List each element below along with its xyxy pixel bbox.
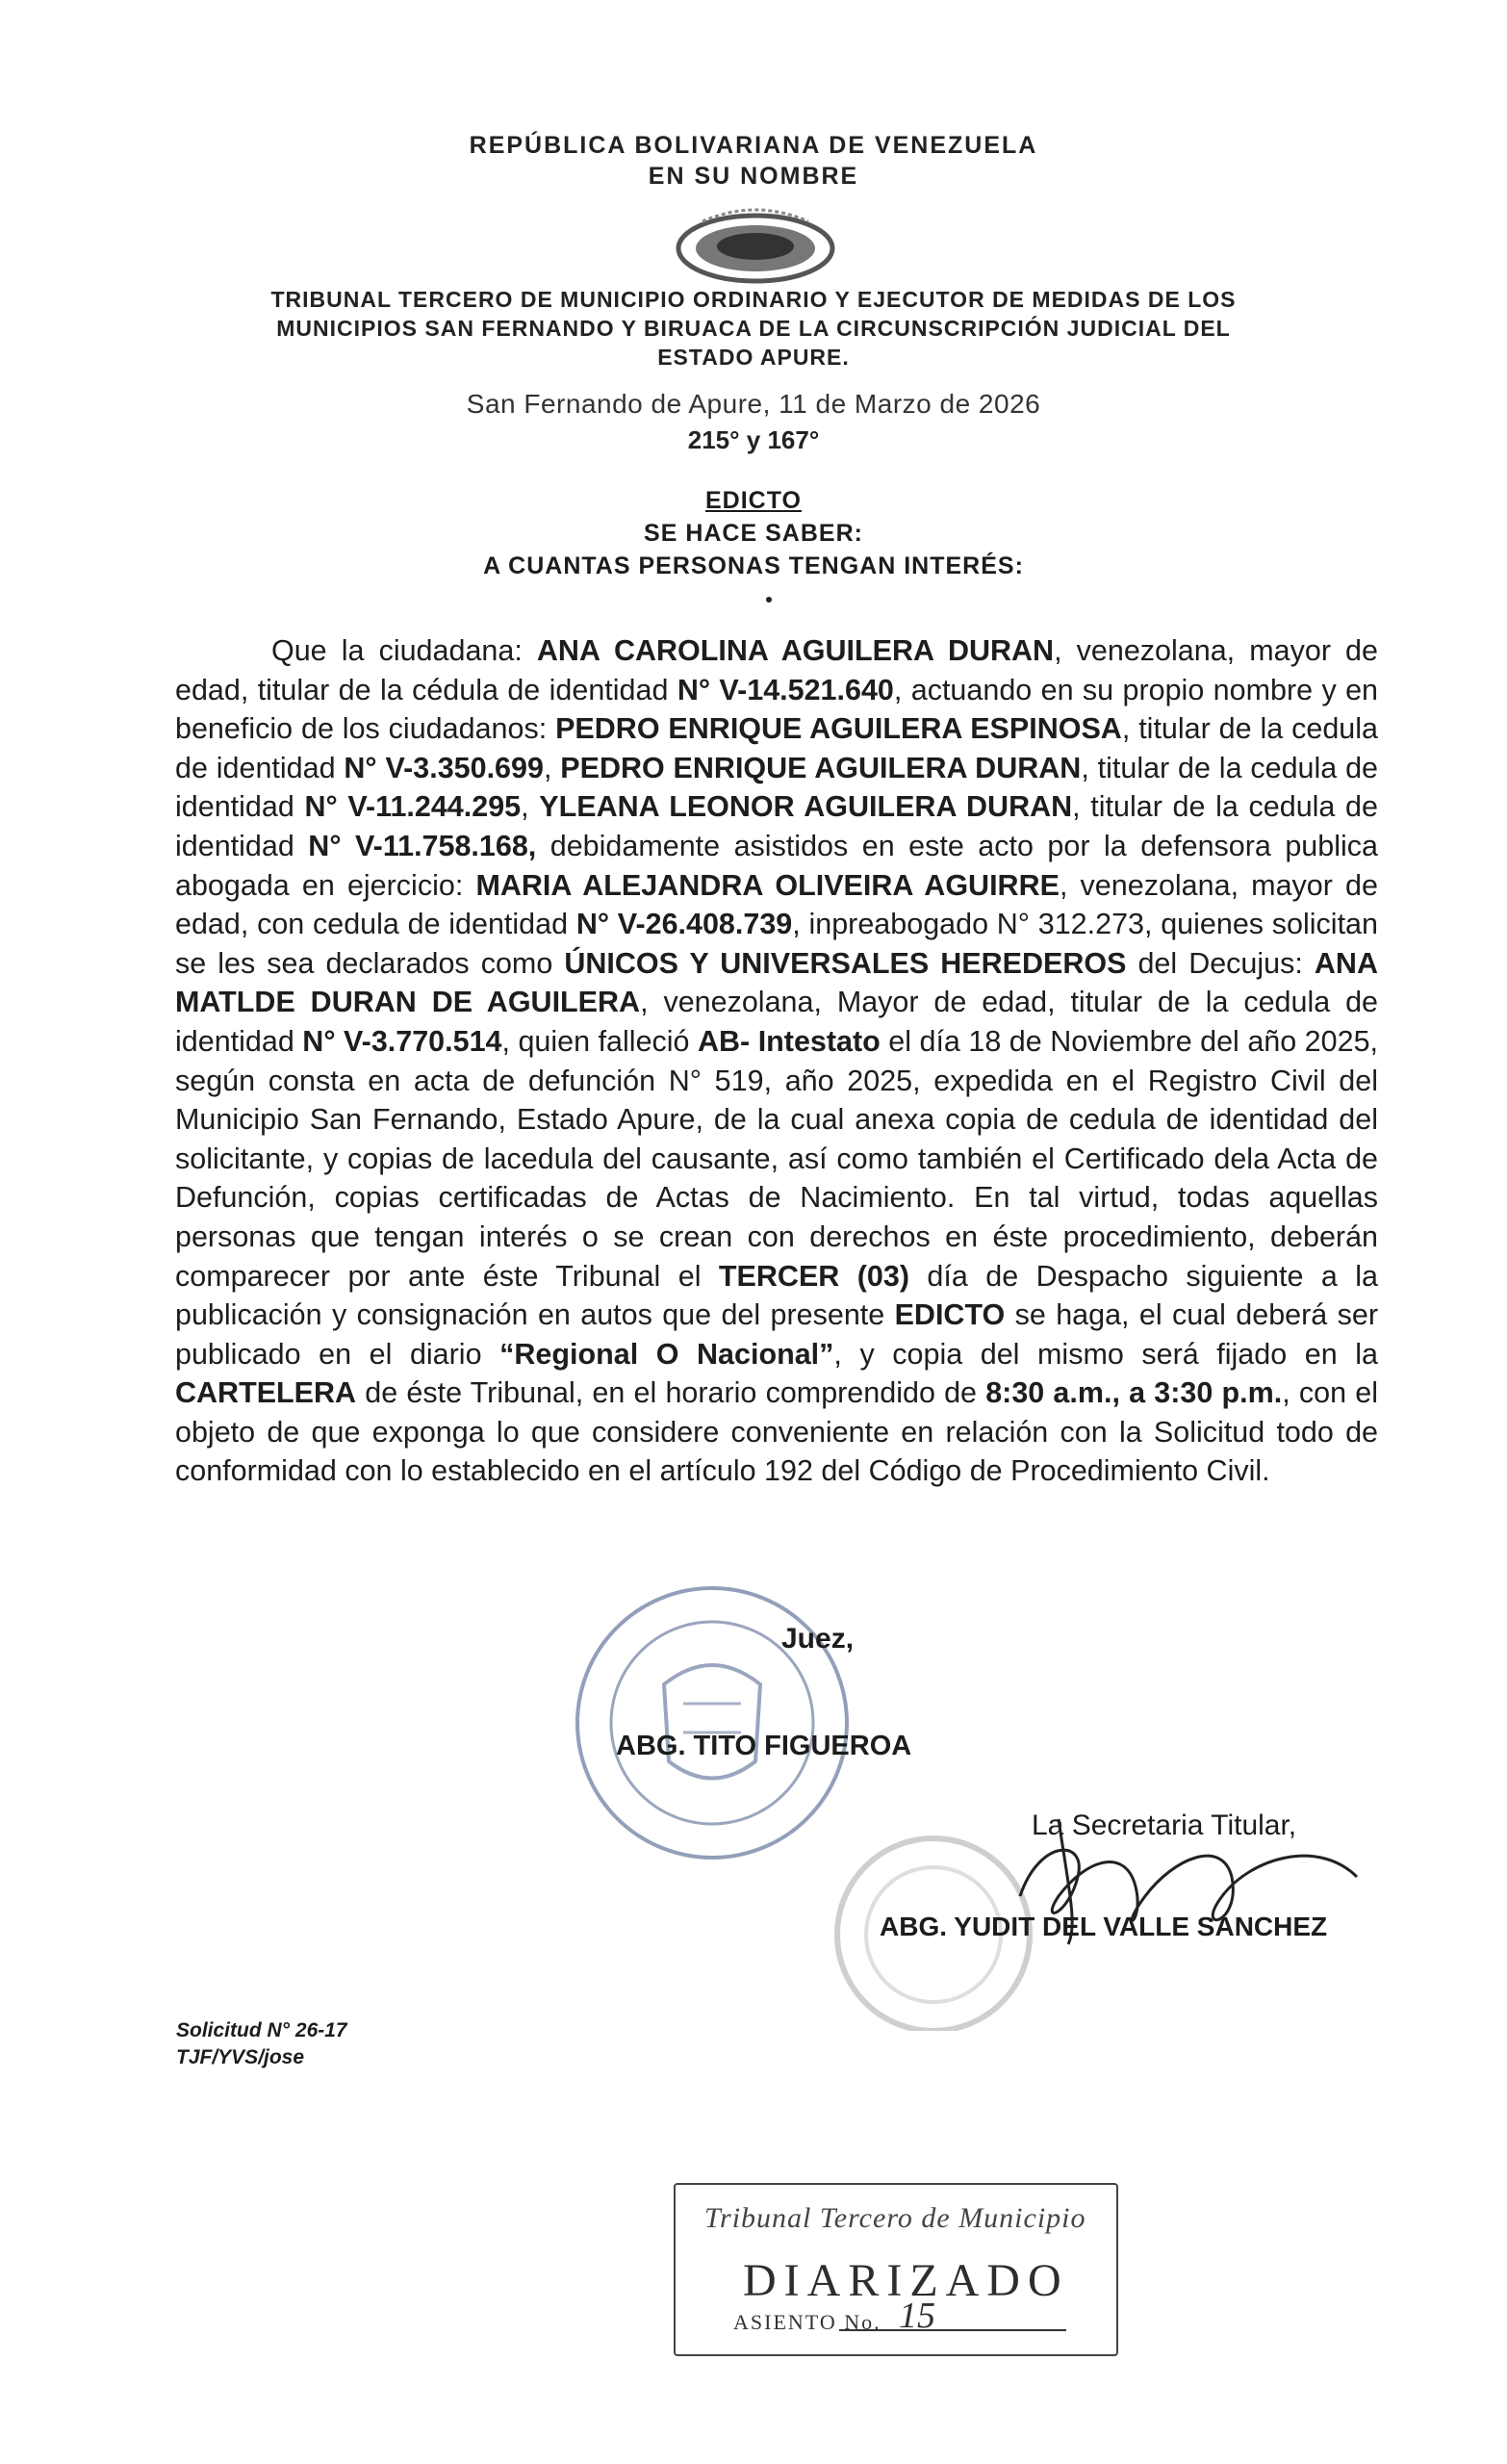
- solicitud-number: Solicitud N° 26-17: [176, 2019, 347, 2041]
- beneficiary-id-3: N° V-11.758.168,: [308, 829, 537, 862]
- court-heading: [173, 285, 1334, 372]
- stamp-diarizado: DIARIZADO: [743, 2255, 1069, 2306]
- stamp-number: 15: [899, 2296, 935, 2336]
- edict-body-paragraph: Que la ciudadana: ANA CAROLINA AGUILERA DURAN, venezolana, mayor de edad, titular de la cédula de identidad N° V-14.521.640, actuando en su propio nombre y en beneficio de los ciudadanos: PEDRO ENRIQUE AGUILERA ESPINOSA, titular de la cedula de identidad N° V-3.350.699, PEDRO ENRIQUE AGUILERA DURAN, titular de la cedula de identidad N° V-11.244.295, YLEANA LEONOR AGUILERA DURAN, titular de la cedula de identidad N° V-11.758.168, debidamente asistidos en este acto por la defensora publica abogada en ejercicio: MARIA ALEJANDRA OLIVEIRA AGUIRRE, venezolana, mayor de edad, con cedula de identidad N° V-26.408.739, inpreabogado N° 312.273, quienes solicitan se les sea declarados como ÚNICOS Y UNIVERSALES HEREDEROS del Decujus: ANA MATLDE DURAN DE AGUILERA, venezolana, Mayor de edad, titular de la cedula de identidad N° V-3.770.514, quien falleció AB- Intestato el día 18 de Noviembre del año 2025, según consta en acta de defunción N° 519, año 2025, expedida en el Registro Civil del Municipio San Fernando, Estado Apure, de la cual anexa copia de cedula de identidad del solicitante, y copias de lacedula del causante, así como también el Certificado dela Acta de Defunción, copias certificadas de Actas de Nacimiento. En tal virtud, todas aquellas personas que tengan interés o se crean con derechos en éste procedimiento, deberán comparecer por ante éste Tribunal el TERCER (03) día de Despacho siguiente a la publicación y consignación en autos que del presente EDICTO se haga, el cual deberá ser publicado en el diario “Regional O Nacional”, y copia del mismo será fijado en la CARTELERA de éste Tribunal, en el horario comprendido de 8:30 a.m., a 3:30 p.m., con el objeto de que exponga lo que considere conveniente en relación con la Solicitud todo de conformidad con lo establecido en el artículo 192 del Código de Procedimiento Civil.: [175, 634, 1379, 1488]
- office-hours: 8:30 a.m., a 3:30 p.m.: [985, 1376, 1283, 1410]
- stamp-court-line: Tribunal Tercero de Municipio: [704, 2202, 1086, 2234]
- diarizado-stamp: [674, 2183, 1118, 2356]
- court-line-2: MUNICIPIOS SAN FERNANDO Y BIRUACA DE LA CIRCUNSCRIPCIÓN JUDICIAL DEL: [276, 316, 1231, 341]
- stamp-underline: [839, 2329, 1066, 2331]
- republic-line: REPÚBLICA BOLIVARIANA DE VENEZUELA: [469, 132, 1038, 159]
- attorney-name: MARIA ALEJANDRA OLIVEIRA AGUIRRE: [475, 868, 1060, 902]
- a-cuantas-heading: A CUANTAS PERSONAS TENGAN INTERÉS:: [483, 552, 1024, 579]
- intestate-label: AB- Intestato: [698, 1024, 881, 1058]
- court-line-3: ESTADO APURE.: [657, 345, 850, 370]
- newspaper-name: “Regional O Nacional”: [499, 1337, 834, 1371]
- applicant-id: N° V-14.521.640: [677, 673, 894, 706]
- decedent-name: ANA MATLDE DURAN DE AGUILERA: [175, 946, 1378, 1019]
- years-line: 215° y 167°: [687, 425, 820, 454]
- court-round-seal: [539, 1578, 885, 1867]
- hace-saber-heading: SE HACE SABER:: [644, 520, 863, 547]
- court-line-1: TRIBUNAL TERCERO DE MUNICIPIO ORDINARIO Y EJECUTOR DE MEDIDAS DE LOS: [270, 287, 1237, 312]
- stamp-asiento-label: ASIENTO No.: [733, 2310, 881, 2334]
- secretary-label: La Secretaria Titular,: [1032, 1810, 1297, 1841]
- bullet-dot: [766, 597, 772, 603]
- beneficiary-id-2: N° V-11.244.295: [304, 790, 522, 824]
- secretary-name: ABG. YUDIT DEL VALLE SANCHEZ: [880, 1912, 1328, 1941]
- date-line: San Fernando de Apure, 11 de Marzo de 2026: [466, 389, 1041, 419]
- decedent-id: N° V-3.770.514: [302, 1024, 502, 1058]
- judge-name: ABG. TITO FIGUEROA: [616, 1731, 912, 1761]
- cartelera-word: CARTELERA: [175, 1376, 357, 1410]
- initials: TJF/YVS/jose: [176, 2046, 305, 2068]
- beneficiary-name-1: PEDRO ENRIQUE AGUILERA ESPINOSA: [555, 712, 1122, 746]
- attorney-id: N° V-26.408.739: [575, 908, 793, 941]
- beneficiary-id-1: N° V-3.350.699: [344, 751, 544, 784]
- edicto-title: EDICTO: [705, 487, 802, 514]
- heirs-declaration: ÚNICOS Y UNIVERSALES HEREDEROS: [564, 946, 1127, 980]
- footer-reference: [176, 2017, 347, 2071]
- edicto-word: EDICTO: [894, 1298, 1006, 1332]
- beneficiary-name-3: YLEANA LEONOR AGUILERA DURAN: [539, 790, 1073, 824]
- republic-heading: [173, 130, 1334, 192]
- beneficiary-name-2: PEDRO ENRIQUE AGUILERA DURAN: [560, 751, 1082, 784]
- applicant-name: ANA CAROLINA AGUILERA DURAN: [536, 634, 1055, 667]
- appearance-day: TERCER (03): [718, 1259, 909, 1293]
- coat-of-arms-seal: [664, 202, 847, 289]
- judge-label: Juez,: [781, 1623, 855, 1655]
- en-su-nombre-line: EN SU NOMBRE: [648, 163, 859, 190]
